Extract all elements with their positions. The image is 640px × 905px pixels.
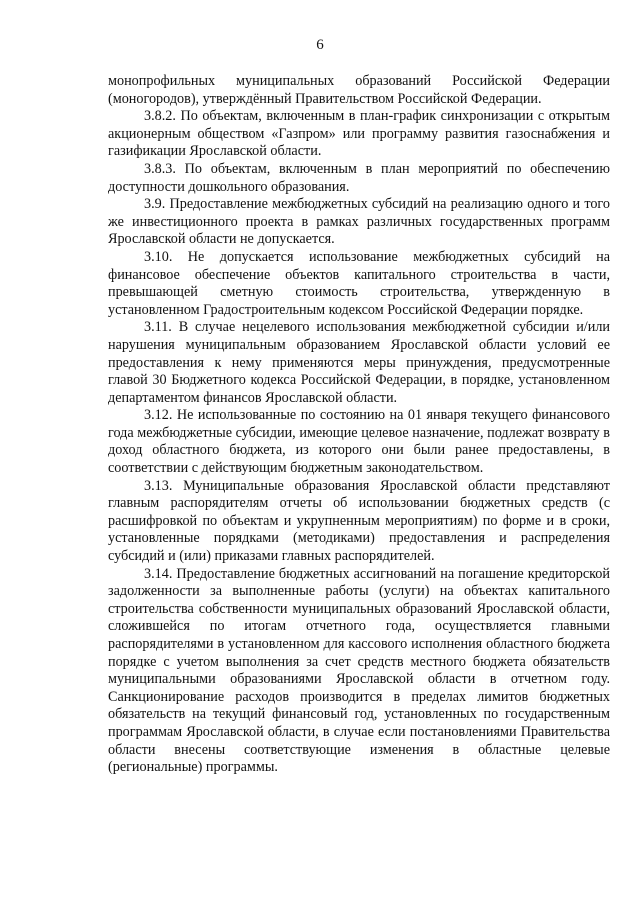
page-number: 6 <box>316 37 324 53</box>
document-body <box>108 73 610 777</box>
paragraph-3-10: 3.10. Не допускается использование межбюджетных субсидий на финансовое обеспечение объектов капитального строительства в части, превышающей сметную стоимость строительства, утвержденную в установленном Градостроительным кодексом Российской Федерации порядке. <box>108 248 610 318</box>
paragraph-3-13: 3.13. Муниципальные образования Ярославской области представляют главным распорядителям отчеты об использовании бюджетных средств (с расшифровкой по объектам и укрупненным мероприятиям) по форме и в сроки, установленные порядками (методиками) предоставления и распределения субсидий и (или) приказами главных распорядителей. <box>108 477 610 565</box>
paragraph-continuation: монопрофильных муниципальных образований Российской Федерации (моногородов), утверждённый Правительством Российской Федерации. <box>108 73 610 107</box>
paragraph-3-8-3: 3.8.3. По объектам, включенным в план мероприятий по обеспечению доступности дошкольного образования. <box>108 160 610 195</box>
paragraph-3-11: 3.11. В случае нецелевого использования межбюджетной субсидии и/или нарушения муниципальным образованием Ярославской области условий ее предоставления к нему применяются меры принуждения, предусмотренные главой 30 Бюджетного кодекса Российской Федерации, в порядке, установленном департаментом финансов Ярославской области. <box>108 319 610 406</box>
paragraph-3-9: 3.9. Предоставление межбюджетных субсидий на реализацию одного и того же инвестиционного проекта в рамках различных государственных программ Ярославской области не допускается. <box>108 196 610 248</box>
paragraph-3-14: 3.14. Предоставление бюджетных ассигнований на погашение кредиторской задолженности за выполненные работы (услуги) на объектах капитального строительства собственности муниципальных образований Ярославской области, сложившейся по итогам отчетного года, осуществляется главными распорядителями в установленном для кассового исполнения областного бюджета порядке с учетом выполнения за счет средств местного бюджета обязательств муниципальными образованиями Ярославской области в отчетном году. Санкционирование расходов производится в пределах лимитов бюджетных обязательств на текущий финансовый год, установленных по государственным программам Ярославской области, в случае если постановлениями Правительства области внесены соответствующие изменения в областные целевые (региональные) программы. <box>108 565 610 776</box>
paragraph-3-8-2: 3.8.2. По объектам, включенным в план-график синхронизации с открытым акционерным обществом «Газпром» или программу развития газоснабжения и газификации Ярославской области. <box>108 108 610 160</box>
paragraph-3-12: 3.12. Не использованные по состоянию на 01 января текущего финансового года межбюджетные субсидии, имеющие целевое назначение, подлежат возврату в доход областного бюджета, из которого они были ранее предоставлены, в соответствии с действующим бюджетным законодательством. <box>108 407 610 477</box>
